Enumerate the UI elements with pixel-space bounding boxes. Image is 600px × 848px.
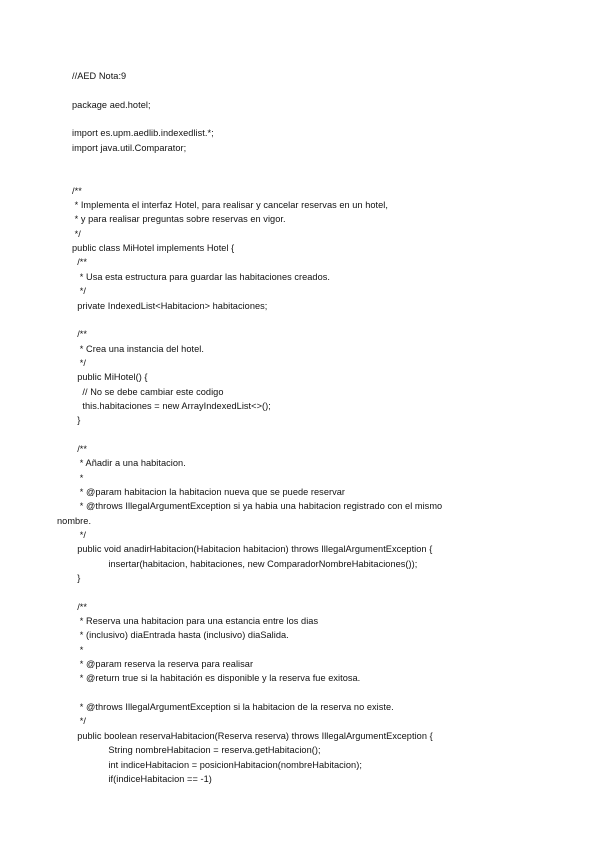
code-line: */ (72, 716, 87, 727)
blank-line (72, 585, 592, 599)
source-code-text (57, 69, 592, 786)
code-line: nombre. (57, 515, 92, 526)
code-line: /** (72, 185, 82, 196)
code-line: /** (72, 601, 88, 612)
code-line: * Implementa el interfaz Hotel, para realisar y cancelar reservas en un hotel, (72, 200, 388, 211)
code-line: public class MiHotel implements Hotel { (72, 243, 235, 254)
code-line: * @return true si la habitación es disponible y la reserva fue exitosa. (72, 673, 361, 684)
code-line: int indiceHabitacion = posicionHabitacion(nombreHabitacion); (72, 759, 362, 770)
code-line: //AED Nota:9 (72, 71, 127, 81)
code-line: * @throws IllegalArgumentException si la habitacion de la reserva no existe. (72, 702, 394, 713)
blank-line (72, 169, 592, 183)
code-line: /** (72, 443, 88, 454)
blank-line (72, 83, 592, 97)
code-line: * y para realisar preguntas sobre reservas en vigor. (72, 214, 286, 225)
code-line: } (72, 573, 81, 584)
blank-line (72, 428, 592, 442)
blank-line (72, 112, 592, 126)
code-line: import java.util.Comparator; (72, 142, 187, 153)
blank-line (72, 313, 592, 327)
code-line: private IndexedList<Habitacion> habitaciones; (72, 300, 268, 311)
code-line: } (72, 415, 81, 426)
code-line: if(indiceHabitacion == -1) (72, 773, 212, 784)
code-line: package aed.hotel; (72, 99, 151, 110)
code-line: * (72, 472, 84, 483)
code-line: public void anadirHabitacion(Habitacion habitacion) throws IllegalArgumentException { (72, 544, 433, 555)
code-line: */ (72, 228, 81, 239)
code-line: */ (72, 286, 87, 297)
code-line: this.habitaciones = new ArrayIndexedList<>(); (72, 400, 271, 411)
code-line: * @param habitacion la habitacion nueva que se puede reservar (72, 486, 346, 497)
code-line: * @param reserva la reserva para realisar (72, 659, 254, 670)
blank-line (72, 155, 592, 169)
code-line: */ (72, 530, 87, 540)
code-line: * @throws IllegalArgumentException si ya habia una habitacion registrado con el mismo (72, 501, 443, 512)
code-line: String nombreHabitacion = reserva.getHabitacion(); (72, 745, 321, 756)
code-line: * (inclusivo) diaEntrada hasta (inclusivo) diaSalida. (72, 630, 289, 641)
code-line: /** (72, 329, 88, 340)
code-line: * Crea una instancia del hotel. (72, 343, 204, 354)
code-line: * Reserva una habitacion para una estancia entre los dias (72, 616, 319, 627)
code-line: /** (72, 257, 88, 268)
code-line: * Añadir a una habitacion. (72, 458, 186, 469)
code-line: * Usa esta estructura para guardar las habitaciones creados. (72, 271, 330, 282)
code-line: import es.upm.aedlib.indexedlist.*; (72, 128, 214, 139)
code-line: * (72, 644, 84, 655)
code-line: insertar(habitacion, habitaciones, new ComparadorNombreHabitaciones()); (72, 558, 418, 569)
code-line: public boolean reservaHabitacion(Reserva reserva) throws IllegalArgumentException { (72, 730, 433, 741)
code-line: public MiHotel() { (72, 372, 148, 383)
code-line: // No se debe cambiar este codigo (72, 386, 224, 397)
code-line: */ (72, 357, 87, 368)
blank-line (72, 686, 592, 700)
